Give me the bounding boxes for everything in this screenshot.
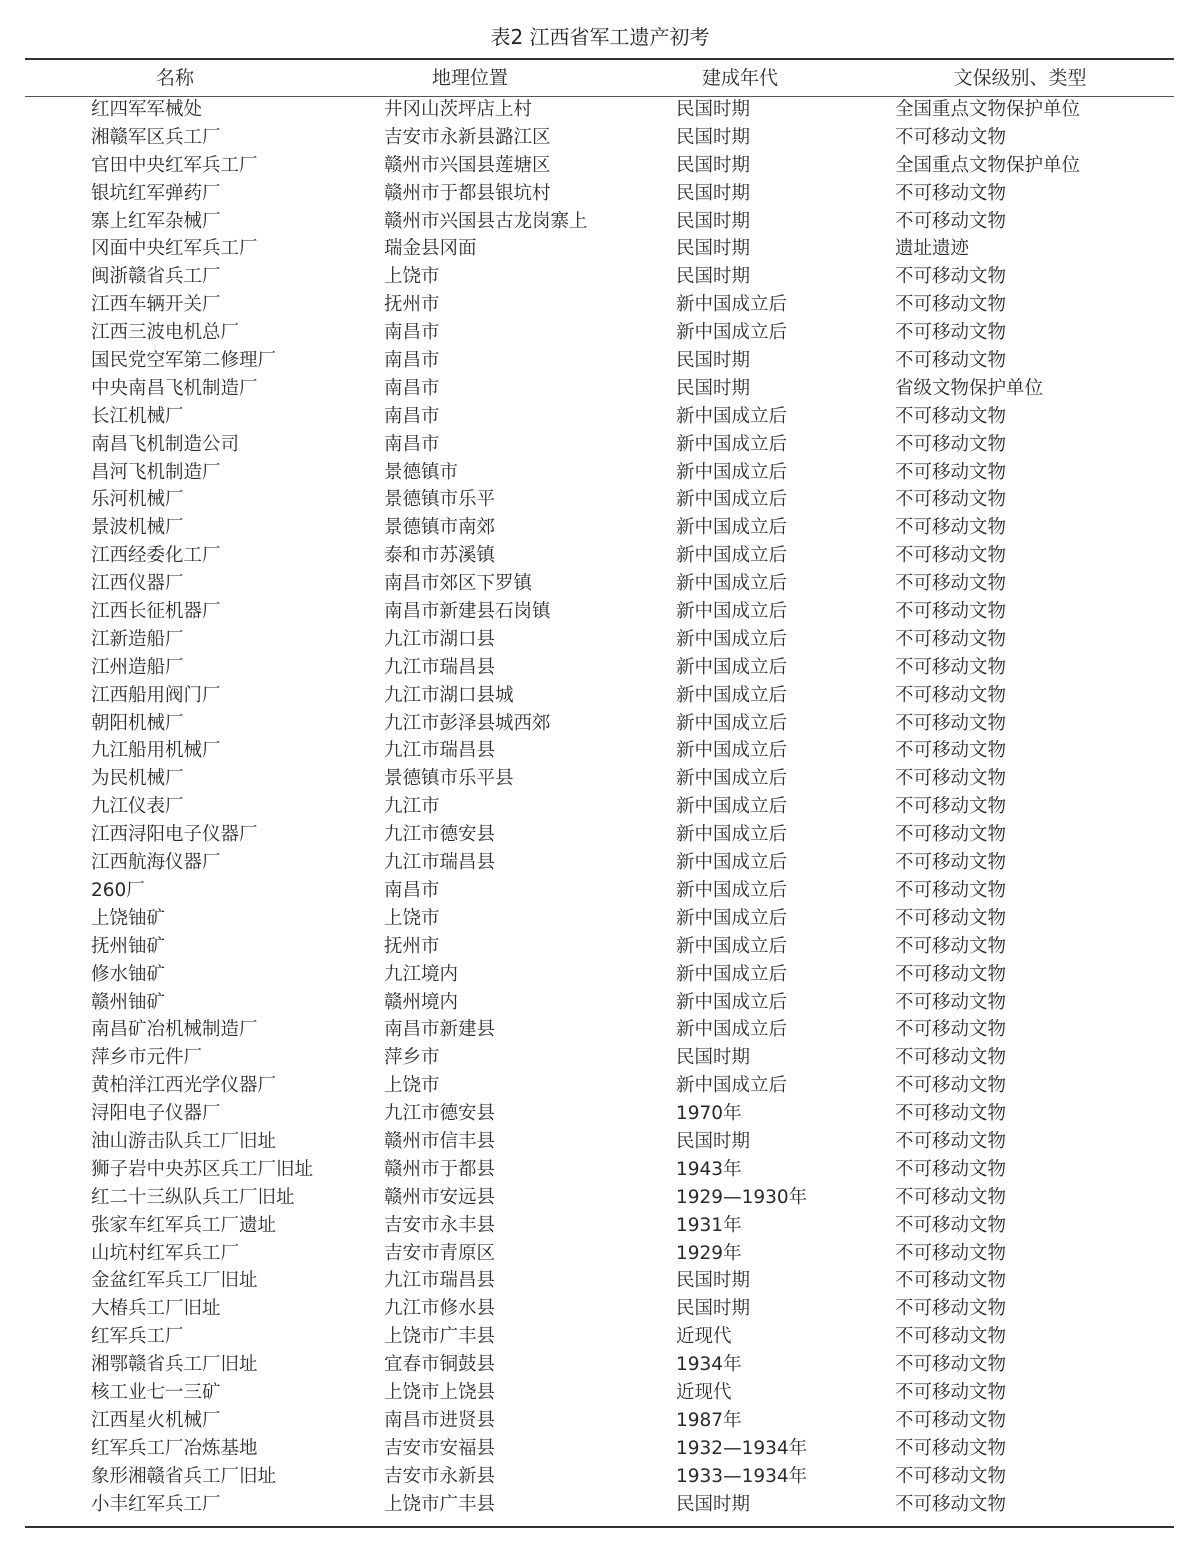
table-row — [0, 989, 1200, 1017]
cell-era: 民国时期 — [676, 154, 751, 176]
cell-protection-level: 不可移动文物 — [895, 266, 1007, 288]
table-row — [0, 1156, 1200, 1184]
cell-location: 井冈山茨坪店上村 — [384, 99, 533, 120]
cell-era: 民国时期 — [676, 1493, 751, 1515]
cell-name: 九江船用机械厂 — [91, 740, 221, 762]
cell-protection-level: 省级文物保护单位 — [895, 377, 1044, 399]
cell-era: 民国时期 — [676, 266, 751, 288]
cell-location: 南昌市 — [384, 377, 440, 399]
cell-location: 九江市 — [384, 796, 440, 818]
cell-protection-level: 全国重点文物保护单位 — [895, 154, 1081, 176]
cell-location: 南昌市 — [384, 322, 440, 344]
table-row — [0, 1435, 1200, 1463]
table-row — [0, 1379, 1200, 1407]
table-row — [0, 905, 1200, 933]
cell-location: 景德镇市乐平县 — [384, 768, 514, 790]
cell-name: 湘鄂赣省兵工厂旧址 — [91, 1354, 258, 1376]
cell-protection-level: 不可移动文物 — [895, 322, 1007, 344]
cell-protection-level: 不可移动文物 — [895, 1381, 1007, 1403]
cell-era: 民国时期 — [676, 1047, 751, 1069]
cell-location: 萍乡市 — [384, 1047, 440, 1069]
cell-protection-level: 不可移动文物 — [895, 1019, 1007, 1041]
cell-protection-level: 不可移动文物 — [895, 991, 1007, 1013]
cell-location: 南昌市进贤县 — [384, 1409, 496, 1431]
cell-protection-level: 不可移动文物 — [895, 656, 1007, 678]
table-row — [0, 403, 1200, 431]
cell-protection-level: 不可移动文物 — [895, 628, 1007, 650]
cell-era: 新中国成立后 — [676, 907, 788, 929]
header-era: 建成年代 — [701, 67, 778, 89]
cell-protection-level: 不可移动文物 — [895, 712, 1007, 734]
cell-protection-level: 不可移动文物 — [895, 879, 1007, 901]
cell-name: 山坑村红军兵工厂 — [91, 1242, 240, 1264]
cell-location: 赣州市兴国县莲塘区 — [384, 154, 551, 176]
cell-name: 核工业七一三矿 — [91, 1381, 221, 1403]
cell-protection-level: 不可移动文物 — [895, 1409, 1007, 1431]
cell-protection-level: 不可移动文物 — [895, 182, 1007, 204]
table-body — [0, 96, 1200, 1518]
table-row — [0, 1044, 1200, 1072]
cell-era: 新中国成立后 — [676, 991, 788, 1013]
cell-protection-level: 不可移动文物 — [895, 963, 1007, 985]
cell-era: 新中国成立后 — [676, 433, 788, 455]
cell-location: 上饶市上饶县 — [384, 1381, 496, 1403]
cell-protection-level: 不可移动文物 — [895, 1075, 1007, 1097]
cell-era: 新中国成立后 — [676, 879, 788, 901]
table-row — [0, 208, 1200, 236]
cell-name: 260厂 — [91, 879, 145, 901]
cell-location: 九江市修水县 — [384, 1298, 496, 1320]
cell-era: 新中国成立后 — [676, 963, 788, 985]
cell-era: 新中国成立后 — [676, 740, 788, 762]
cell-name: 国民党空军第二修理厂 — [91, 350, 277, 372]
table-row — [0, 598, 1200, 626]
header-name: 名称 — [155, 67, 194, 89]
cell-location: 九江境内 — [384, 963, 459, 985]
cell-location: 九江市瑞昌县 — [384, 656, 496, 678]
table-row — [0, 1463, 1200, 1491]
cell-name: 大椿兵工厂旧址 — [91, 1298, 221, 1320]
cell-era: 新中国成立后 — [676, 461, 788, 483]
cell-protection-level: 不可移动文物 — [895, 796, 1007, 818]
cell-name: 江西船用阀门厂 — [91, 684, 221, 706]
cell-protection-level: 不可移动文物 — [895, 768, 1007, 790]
table-row — [0, 263, 1200, 291]
cell-era: 民国时期 — [676, 1130, 751, 1152]
cell-name: 官田中央红军兵工厂 — [91, 154, 258, 176]
table-row — [0, 1491, 1200, 1519]
table-row — [0, 375, 1200, 403]
cell-era: 新中国成立后 — [676, 768, 788, 790]
table-row — [0, 1100, 1200, 1128]
cell-location: 吉安市永新县潞江区 — [384, 126, 551, 148]
cell-era: 1934年 — [676, 1354, 742, 1376]
cell-name: 南昌矿冶机械制造厂 — [91, 1019, 258, 1041]
cell-protection-level: 不可移动文物 — [895, 1214, 1007, 1236]
table-row — [0, 1240, 1200, 1268]
cell-era: 新中国成立后 — [676, 294, 788, 316]
cell-location: 上饶市广丰县 — [384, 1493, 496, 1515]
cell-name: 江西经委化工厂 — [91, 545, 221, 567]
cell-location: 赣州市于都县 — [384, 1158, 496, 1180]
cell-location: 南昌市郊区下罗镇 — [384, 573, 533, 595]
cell-protection-level: 不可移动文物 — [895, 852, 1007, 874]
cell-era: 1970年 — [676, 1103, 742, 1125]
cell-protection-level: 不可移动文物 — [895, 517, 1007, 539]
table-row — [0, 291, 1200, 319]
cell-name: 江西浔阳电子仪器厂 — [91, 824, 258, 846]
cell-protection-level: 不可移动文物 — [895, 405, 1007, 427]
cell-location: 上饶市 — [384, 266, 440, 288]
cell-era: 新中国成立后 — [676, 796, 788, 818]
cell-era: 民国时期 — [676, 350, 751, 372]
cell-era: 新中国成立后 — [676, 1019, 788, 1041]
cell-location: 吉安市永丰县 — [384, 1214, 496, 1236]
cell-name: 张家车红军兵工厂遗址 — [91, 1214, 277, 1236]
table-row — [0, 124, 1200, 152]
cell-location: 瑞金县冈面 — [384, 238, 477, 260]
cell-name: 江西星火机械厂 — [91, 1409, 221, 1431]
cell-era: 民国时期 — [676, 1298, 751, 1320]
cell-protection-level: 不可移动文物 — [895, 935, 1007, 957]
cell-location: 吉安市永新县 — [384, 1465, 496, 1487]
cell-name: 象形湘赣省兵工厂旧址 — [91, 1465, 277, 1487]
cell-name: 银坑红军弹药厂 — [91, 182, 221, 204]
table-row — [0, 737, 1200, 765]
table-row — [0, 1407, 1200, 1435]
cell-location: 南昌市 — [384, 350, 440, 372]
cell-era: 民国时期 — [676, 99, 751, 120]
cell-name: 冈面中央红军兵工厂 — [91, 238, 258, 260]
cell-protection-level: 不可移动文物 — [895, 1158, 1007, 1180]
cell-location: 南昌市 — [384, 405, 440, 427]
cell-location: 九江市瑞昌县 — [384, 740, 496, 762]
cell-era: 新中国成立后 — [676, 852, 788, 874]
cell-protection-level: 不可移动文物 — [895, 824, 1007, 846]
cell-name: 湘赣军区兵工厂 — [91, 126, 221, 148]
cell-protection-level: 不可移动文物 — [895, 1354, 1007, 1376]
table-row — [0, 933, 1200, 961]
cell-protection-level: 不可移动文物 — [895, 350, 1007, 372]
table-row — [0, 486, 1200, 514]
cell-location: 九江市湖口县 — [384, 628, 496, 650]
cell-era: 新中国成立后 — [676, 322, 788, 344]
cell-era: 民国时期 — [676, 126, 751, 148]
cell-location: 景德镇市 — [384, 461, 459, 483]
cell-era: 1929年 — [676, 1242, 742, 1264]
cell-name: 江西三波电机总厂 — [91, 322, 240, 344]
cell-location: 赣州市安远县 — [384, 1186, 496, 1208]
cell-location: 赣州市兴国县古龙岗寨上 — [384, 210, 588, 232]
cell-name: 油山游击队兵工厂旧址 — [91, 1130, 277, 1152]
table-row — [0, 710, 1200, 738]
cell-location: 九江市德安县 — [384, 1103, 496, 1125]
cell-location: 九江市德安县 — [384, 824, 496, 846]
cell-location: 南昌市 — [384, 879, 440, 901]
table-header — [0, 62, 1200, 94]
cell-name: 抚州铀矿 — [91, 935, 166, 957]
cell-protection-level: 不可移动文物 — [895, 1103, 1007, 1125]
cell-protection-level: 不可移动文物 — [895, 489, 1007, 511]
cell-protection-level: 不可移动文物 — [895, 1465, 1007, 1487]
table-row — [0, 1016, 1200, 1044]
cell-protection-level: 不可移动文物 — [895, 1047, 1007, 1069]
cell-protection-level: 不可移动文物 — [895, 126, 1007, 148]
cell-protection-level: 不可移动文物 — [895, 433, 1007, 455]
table-row — [0, 1072, 1200, 1100]
cell-era: 1932—1934年 — [676, 1437, 808, 1459]
cell-name: 红军兵工厂 — [91, 1326, 184, 1348]
cell-location: 九江市彭泽县城西郊 — [384, 712, 551, 734]
cell-name: 金盆红军兵工厂旧址 — [91, 1270, 258, 1292]
cell-name: 小丰红军兵工厂 — [91, 1493, 221, 1515]
cell-location: 赣州市信丰县 — [384, 1130, 496, 1152]
table-row — [0, 1184, 1200, 1212]
table-row — [0, 765, 1200, 793]
cell-protection-level: 不可移动文物 — [895, 1437, 1007, 1459]
cell-location: 吉安市安福县 — [384, 1437, 496, 1459]
cell-location: 上饶市 — [384, 1075, 440, 1097]
cell-name: 修水铀矿 — [91, 963, 166, 985]
cell-protection-level: 不可移动文物 — [895, 1298, 1007, 1320]
table-row — [0, 654, 1200, 682]
cell-protection-level: 不可移动文物 — [895, 545, 1007, 567]
cell-protection-level: 全国重点文物保护单位 — [895, 99, 1081, 120]
cell-name: 赣州铀矿 — [91, 991, 166, 1013]
cell-name: 上饶铀矿 — [91, 907, 166, 929]
cell-era: 新中国成立后 — [676, 684, 788, 706]
table-row — [0, 849, 1200, 877]
cell-era: 民国时期 — [676, 1270, 751, 1292]
cell-protection-level: 不可移动文物 — [895, 601, 1007, 623]
cell-location: 九江市湖口县城 — [384, 684, 514, 706]
cell-location: 赣州市于都县银坑村 — [384, 182, 551, 204]
cell-name: 昌河飞机制造厂 — [91, 461, 221, 483]
cell-protection-level: 不可移动文物 — [895, 907, 1007, 929]
cell-name: 红二十三纵队兵工厂旧址 — [91, 1186, 295, 1208]
cell-era: 新中国成立后 — [676, 824, 788, 846]
cell-protection-level: 不可移动文物 — [895, 461, 1007, 483]
cell-era: 新中国成立后 — [676, 517, 788, 539]
table-row — [0, 152, 1200, 180]
cell-name: 闽浙赣省兵工厂 — [91, 266, 221, 288]
cell-name: 狮子岩中央苏区兵工厂旧址 — [91, 1158, 314, 1180]
table-row — [0, 514, 1200, 542]
cell-location: 赣州境内 — [384, 991, 459, 1013]
cell-era: 新中国成立后 — [676, 935, 788, 957]
cell-protection-level: 不可移动文物 — [895, 294, 1007, 316]
table-row — [0, 821, 1200, 849]
table-row — [0, 877, 1200, 905]
cell-name: 黄柏洋江西光学仪器厂 — [91, 1075, 277, 1097]
table-row — [0, 1295, 1200, 1323]
cell-protection-level: 不可移动文物 — [895, 1493, 1007, 1515]
cell-location: 宜春市铜鼓县 — [384, 1354, 496, 1376]
cell-protection-level: 不可移动文物 — [895, 573, 1007, 595]
cell-location: 景德镇市乐平 — [384, 489, 496, 511]
cell-era: 新中国成立后 — [676, 489, 788, 511]
table-row — [0, 570, 1200, 598]
cell-era: 民国时期 — [676, 238, 751, 260]
cell-name: 乐河机械厂 — [91, 489, 184, 511]
cell-name: 九江仪表厂 — [91, 796, 184, 818]
cell-name: 长江机械厂 — [91, 405, 184, 427]
cell-location: 九江市瑞昌县 — [384, 1270, 496, 1292]
cell-name: 寨上红军杂械厂 — [91, 210, 221, 232]
table-row — [0, 626, 1200, 654]
cell-location: 南昌市新建县石岗镇 — [384, 601, 551, 623]
cell-protection-level: 不可移动文物 — [895, 740, 1007, 762]
cell-location: 抚州市 — [384, 294, 440, 316]
cell-era: 民国时期 — [676, 377, 751, 399]
table-row — [0, 96, 1200, 124]
table-bottom-rule — [25, 1526, 1174, 1528]
cell-name: 红军兵工厂冶炼基地 — [91, 1437, 258, 1459]
cell-era: 1929—1930年 — [676, 1186, 808, 1208]
cell-era: 1933—1934年 — [676, 1465, 808, 1487]
cell-name: 江西车辆开关厂 — [91, 294, 221, 316]
cell-location: 吉安市青原区 — [384, 1242, 496, 1264]
cell-protection-level: 不可移动文物 — [895, 1326, 1007, 1348]
table-row — [0, 1212, 1200, 1240]
cell-protection-level: 遗址遗迹 — [895, 238, 970, 260]
table-row — [0, 1323, 1200, 1351]
cell-location: 南昌市 — [384, 433, 440, 455]
table-top-rule — [25, 58, 1174, 60]
cell-era: 近现代 — [676, 1326, 732, 1348]
cell-location: 泰和市苏溪镇 — [384, 545, 496, 567]
cell-name: 江州造船厂 — [91, 656, 184, 678]
table-row — [0, 793, 1200, 821]
cell-era: 新中国成立后 — [676, 573, 788, 595]
header-protection-level: 文保级别、类型 — [953, 67, 1087, 89]
table-row — [0, 1351, 1200, 1379]
cell-name: 中央南昌飞机制造厂 — [91, 377, 258, 399]
table-caption: 表2 江西省军工遗产初考 — [490, 25, 710, 49]
cell-era: 新中国成立后 — [676, 712, 788, 734]
table-row — [0, 961, 1200, 989]
table-row — [0, 682, 1200, 710]
cell-era: 新中国成立后 — [676, 405, 788, 427]
cell-era: 新中国成立后 — [676, 545, 788, 567]
cell-protection-level: 不可移动文物 — [895, 684, 1007, 706]
table-row — [0, 1128, 1200, 1156]
cell-location: 上饶市 — [384, 907, 440, 929]
cell-era: 1943年 — [676, 1158, 742, 1180]
cell-name: 萍乡市元件厂 — [91, 1047, 203, 1069]
table-row — [0, 180, 1200, 208]
cell-location: 抚州市 — [384, 935, 440, 957]
cell-name: 江西仪器厂 — [91, 573, 184, 595]
cell-era: 民国时期 — [676, 210, 751, 232]
cell-era: 新中国成立后 — [676, 656, 788, 678]
cell-location: 南昌市新建县 — [384, 1019, 496, 1041]
cell-location: 上饶市广丰县 — [384, 1326, 496, 1348]
cell-name: 为民机械厂 — [91, 768, 184, 790]
cell-era: 1931年 — [676, 1214, 742, 1236]
cell-name: 江西航海仪器厂 — [91, 852, 221, 874]
cell-protection-level: 不可移动文物 — [895, 1242, 1007, 1264]
table-row — [0, 235, 1200, 263]
cell-location: 九江市瑞昌县 — [384, 852, 496, 874]
cell-era: 1987年 — [676, 1409, 742, 1431]
cell-name: 江西长征机器厂 — [91, 601, 221, 623]
cell-name: 南昌飞机制造公司 — [91, 433, 240, 455]
header-location: 地理位置 — [431, 67, 508, 89]
cell-era: 新中国成立后 — [676, 601, 788, 623]
cell-protection-level: 不可移动文物 — [895, 1270, 1007, 1292]
cell-name: 江新造船厂 — [91, 628, 184, 650]
cell-name: 浔阳电子仪器厂 — [91, 1103, 221, 1125]
cell-location: 景德镇市南郊 — [384, 517, 496, 539]
table-row — [0, 319, 1200, 347]
cell-name: 景波机械厂 — [91, 517, 184, 539]
cell-name: 红四军军械处 — [91, 99, 203, 120]
cell-era: 民国时期 — [676, 182, 751, 204]
cell-name: 朝阳机械厂 — [91, 712, 184, 734]
table-row — [0, 347, 1200, 375]
table-row — [0, 431, 1200, 459]
cell-protection-level: 不可移动文物 — [895, 1130, 1007, 1152]
table-row — [0, 459, 1200, 487]
table-row — [0, 1267, 1200, 1295]
cell-protection-level: 不可移动文物 — [895, 1186, 1007, 1208]
cell-era: 近现代 — [676, 1381, 732, 1403]
cell-era: 新中国成立后 — [676, 1075, 788, 1097]
cell-era: 新中国成立后 — [676, 628, 788, 650]
table-row — [0, 542, 1200, 570]
cell-protection-level: 不可移动文物 — [895, 210, 1007, 232]
